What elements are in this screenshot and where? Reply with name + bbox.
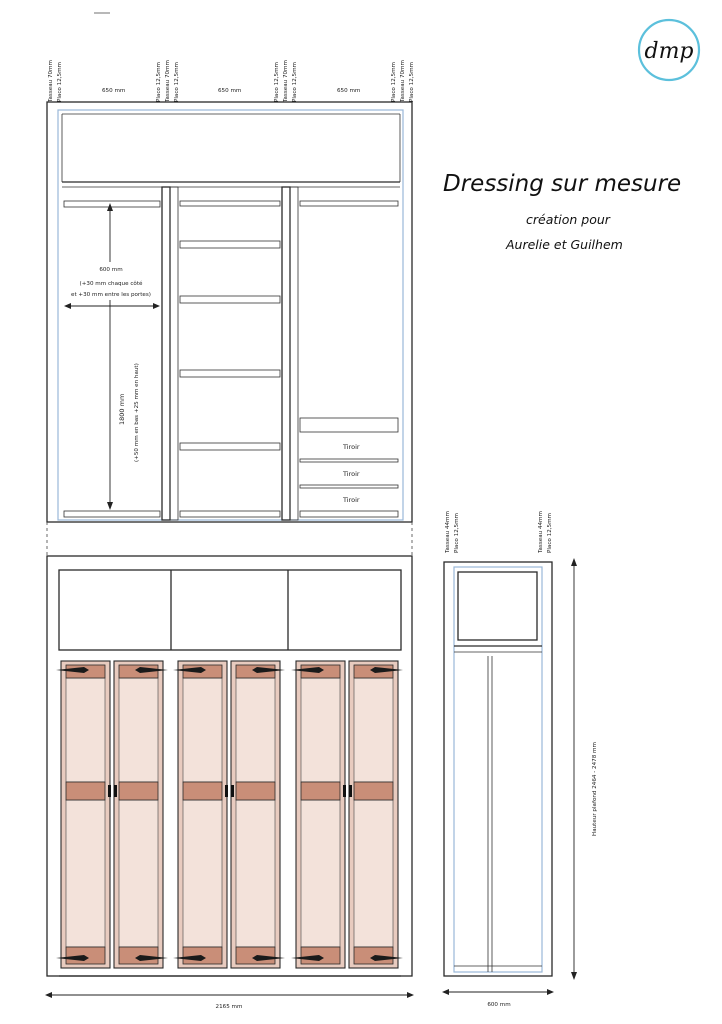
front-elevation — [45, 556, 414, 1010]
label-placo-5: Placo 12,5mm — [292, 62, 298, 102]
logo-text: dmp — [644, 39, 694, 64]
hanging-height-note: (+50 mm en bas +25 mm en haut) — [134, 363, 140, 462]
door-2-panel-bottom — [119, 800, 158, 947]
label-placo-left: Placo 12,5mm — [57, 62, 63, 102]
door-6-panel-top — [354, 678, 393, 782]
page-title: Dressing sur mesure — [443, 171, 682, 197]
door-5-rail — [301, 782, 340, 800]
label-placo-6: Placo 12,5mm — [391, 62, 397, 102]
top-vertical-labels — [48, 60, 415, 103]
drawer-sep-1 — [300, 459, 398, 462]
drawer-label-1: Tiroir — [343, 443, 360, 451]
mid-shelf-3 — [180, 370, 280, 377]
divider-1b — [170, 187, 178, 520]
door-6-bottom-rail — [354, 947, 393, 964]
divider-2 — [282, 187, 290, 520]
door-6-panel-bottom — [354, 800, 393, 947]
door-3-panel-bottom — [183, 800, 222, 947]
top-cabinet — [59, 570, 401, 650]
arrow-down — [107, 502, 113, 510]
door-4-panel-bottom — [236, 800, 275, 947]
tw-arrow-left — [45, 992, 52, 998]
hanging-width: 600 mm — [99, 267, 123, 273]
left-rod — [64, 201, 160, 207]
door-2-panel-top — [119, 678, 158, 782]
side-label-tasseau-left: Tasseau 44mm — [445, 511, 451, 553]
subtitle-line2: Aurelie et Guilhem — [506, 237, 623, 252]
side-label-placo-right: Placo 12,5mm — [547, 513, 553, 553]
door-1-panel-top — [66, 678, 105, 782]
label-placo-3: Placo 12,5mm — [174, 62, 180, 102]
divider-2b — [290, 187, 298, 520]
mid-shelf-2 — [180, 296, 280, 303]
label-placo-4: Placo 12,5mm — [274, 62, 280, 102]
label-placo-7: Placo 12,5mm — [409, 62, 415, 102]
sh-arrow-up — [571, 558, 577, 566]
label-tasseau-2: Tasseau 70mm — [165, 60, 171, 102]
handle-icon-1 — [108, 785, 111, 797]
handle-icon-4 — [231, 785, 234, 797]
mid-shelf-bottom — [180, 511, 280, 517]
door-6-rail — [354, 782, 393, 800]
side-inner — [454, 567, 542, 972]
label-tasseau-4: Tasseau 70mm — [400, 60, 406, 102]
side-outer — [444, 562, 552, 976]
drawer-label-3: Tiroir — [343, 496, 360, 504]
handle-icon-6 — [349, 785, 352, 797]
door-5-panel-bottom — [301, 800, 340, 947]
width-label-3: 650 mm — [337, 88, 361, 94]
logo — [639, 20, 699, 80]
label-tasseau-3: Tasseau 70mm — [283, 60, 289, 102]
hanging-note-1: (+30 mm chaque côté — [79, 281, 143, 287]
width-label-1: 650 mm — [102, 88, 126, 94]
door-3-panel-top — [183, 678, 222, 782]
tw-arrow-right — [407, 992, 414, 998]
side-top-box — [458, 572, 537, 640]
door-3-rail — [183, 782, 222, 800]
side-section — [442, 511, 598, 1008]
hanging-height: 1800 mm — [118, 393, 126, 425]
side-depth-label: 600 mm — [487, 1002, 511, 1008]
label-placo-2: Placo 12,5mm — [156, 62, 162, 102]
label-tasseau-left: Tasseau 70mm — [48, 60, 54, 102]
handle-icon-2 — [114, 785, 117, 797]
handle-icon-5 — [343, 785, 346, 797]
door-2-rail — [119, 782, 158, 800]
door-1-rail — [66, 782, 105, 800]
sh-arrow-down — [571, 972, 577, 980]
door-1-bottom-rail — [66, 947, 105, 964]
drawer-sep-2 — [300, 485, 398, 488]
total-width-label: 2165 mm — [215, 1004, 243, 1010]
drawer-label-2: Tiroir — [343, 470, 360, 478]
arrow-right — [153, 303, 160, 309]
left-bottom-shelf — [64, 511, 160, 517]
hanging-note-2: et +30 mm entre les portes) — [71, 292, 151, 298]
interior-elevation — [47, 102, 412, 522]
door-3-bottom-rail — [183, 947, 222, 964]
width-label-2: 650 mm — [218, 88, 242, 94]
mid-shelf-1 — [180, 241, 280, 248]
mid-shelf-4 — [180, 443, 280, 450]
right-rod — [300, 201, 398, 206]
door-4-rail — [236, 782, 275, 800]
sd-arrow-right — [547, 989, 554, 995]
door-2-bottom-rail — [119, 947, 158, 964]
door-5-bottom-rail — [301, 947, 340, 964]
side-height-label: Hauteur plafond 2464 - 2478 mm — [592, 742, 598, 836]
handle-icon-3 — [225, 785, 228, 797]
door-5-panel-top — [301, 678, 340, 782]
door-4-panel-top — [236, 678, 275, 782]
sd-arrow-left — [442, 989, 449, 995]
subtitle-line1: création pour — [526, 212, 610, 227]
door-4-bottom-rail — [236, 947, 275, 964]
right-shelf — [300, 418, 398, 432]
side-label-tasseau-right: Tasseau 44mm — [538, 511, 544, 553]
divider-1 — [162, 187, 170, 520]
side-label-placo-left: Placo 12,5mm — [454, 513, 460, 553]
arrow-left — [64, 303, 71, 309]
mid-shelf-top — [180, 201, 280, 206]
right-bottom — [300, 511, 398, 517]
door-1-panel-bottom — [66, 800, 105, 947]
doors — [61, 661, 398, 968]
